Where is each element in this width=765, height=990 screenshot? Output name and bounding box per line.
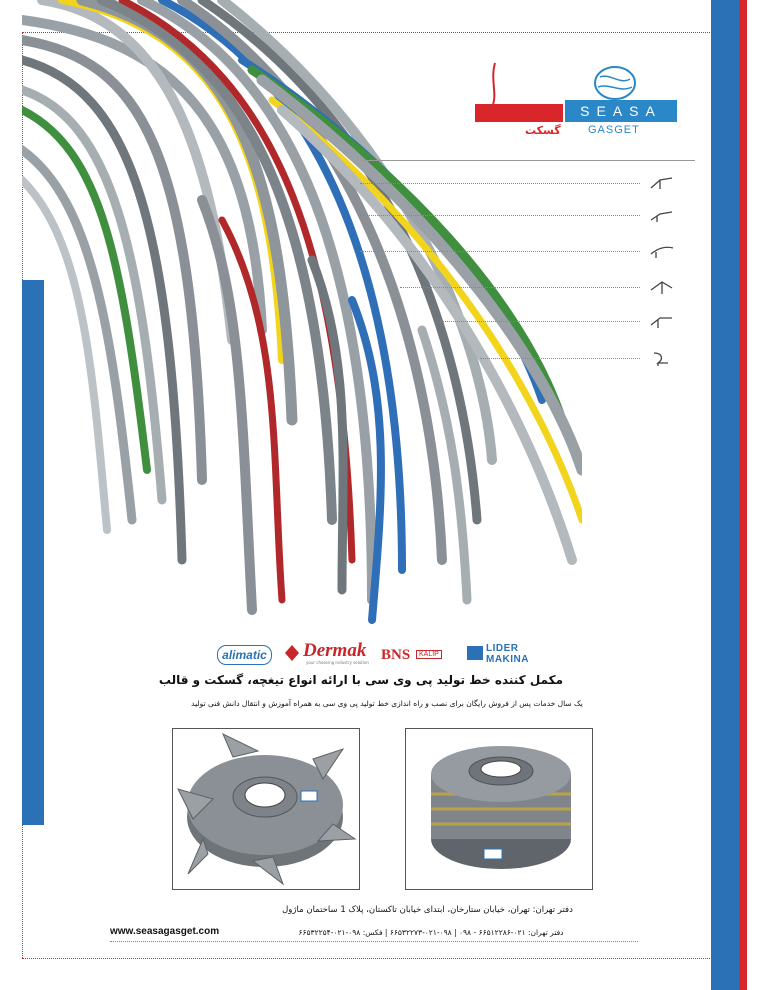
leader-line <box>440 321 640 322</box>
gasket-profile-icon-4 <box>648 278 676 296</box>
headline: مکمل کننده خط تولید پی وی سی با ارائه انواع تیغچه، گسکت و قالب <box>158 673 563 687</box>
cutter-photo-left <box>172 728 360 890</box>
leader-line <box>480 358 640 359</box>
dermak-mark-icon <box>283 643 301 663</box>
contact-phones: دفتر تهران: ۰۲۱-۶۶۵۱۲۲۸۶ - ۰۹۸ | ۰۹۸-۰۲۱-۶۶۵۳۲۲۷۳ | فکس: ۰۹۸-۰۲۱-۶۶۵۳۲۲۵۴ <box>298 928 564 937</box>
office-address: دفتر تهران: تهران، خیابان ستارخان، ابتدای خیابان تاکستان، پلاک 1 ساختمان ماژول <box>282 905 573 915</box>
cutter-photo-right <box>405 728 593 890</box>
lider-logo-line2: MAKINA <box>486 654 529 665</box>
gasket-profile-icon-5 <box>648 312 676 330</box>
bns-kalip-label: KALIP <box>416 650 442 659</box>
brand-sub: GASGET <box>588 124 640 136</box>
lider-makina-mark-icon <box>467 646 483 660</box>
gasket-profile-icon-6 <box>648 349 676 367</box>
stacked-cutter-image <box>406 729 592 889</box>
bns-logo: BNS <box>381 647 411 663</box>
dermak-logo: Dermak <box>303 640 367 661</box>
leader-line <box>360 215 640 216</box>
leader-line <box>360 251 640 252</box>
dermak-tagline: your choosing industry solution <box>306 660 369 665</box>
right-blue-bar <box>711 0 739 990</box>
leader-line <box>360 183 640 184</box>
lider-logo-line1: LIDER <box>486 643 519 654</box>
brand-name: SEASA <box>565 100 677 122</box>
cutter-wheel-image <box>173 729 359 889</box>
gasket-profile-icon-3 <box>648 242 676 260</box>
leader-line <box>400 287 640 288</box>
gasket-profile-icon-1 <box>648 174 676 192</box>
website-link[interactable]: www.seasagasget.com <box>110 926 220 937</box>
right-red-bar <box>739 0 747 990</box>
footer-rule <box>110 941 638 942</box>
logo-red-band <box>475 104 563 122</box>
subline: یک سال خدمات پس از فروش رایگان برای نصب و راه اندازی خط تولید پی وی سی به همراه آموزش و انتقال دانش فنی تولید <box>191 699 583 708</box>
bottom-dotted-border <box>22 958 712 959</box>
brand-name-fa: گسکت <box>525 124 561 137</box>
gasket-profile-icon-2 <box>648 206 676 224</box>
alimatic-logo: alimatic <box>217 645 272 665</box>
header-rule <box>360 160 695 161</box>
